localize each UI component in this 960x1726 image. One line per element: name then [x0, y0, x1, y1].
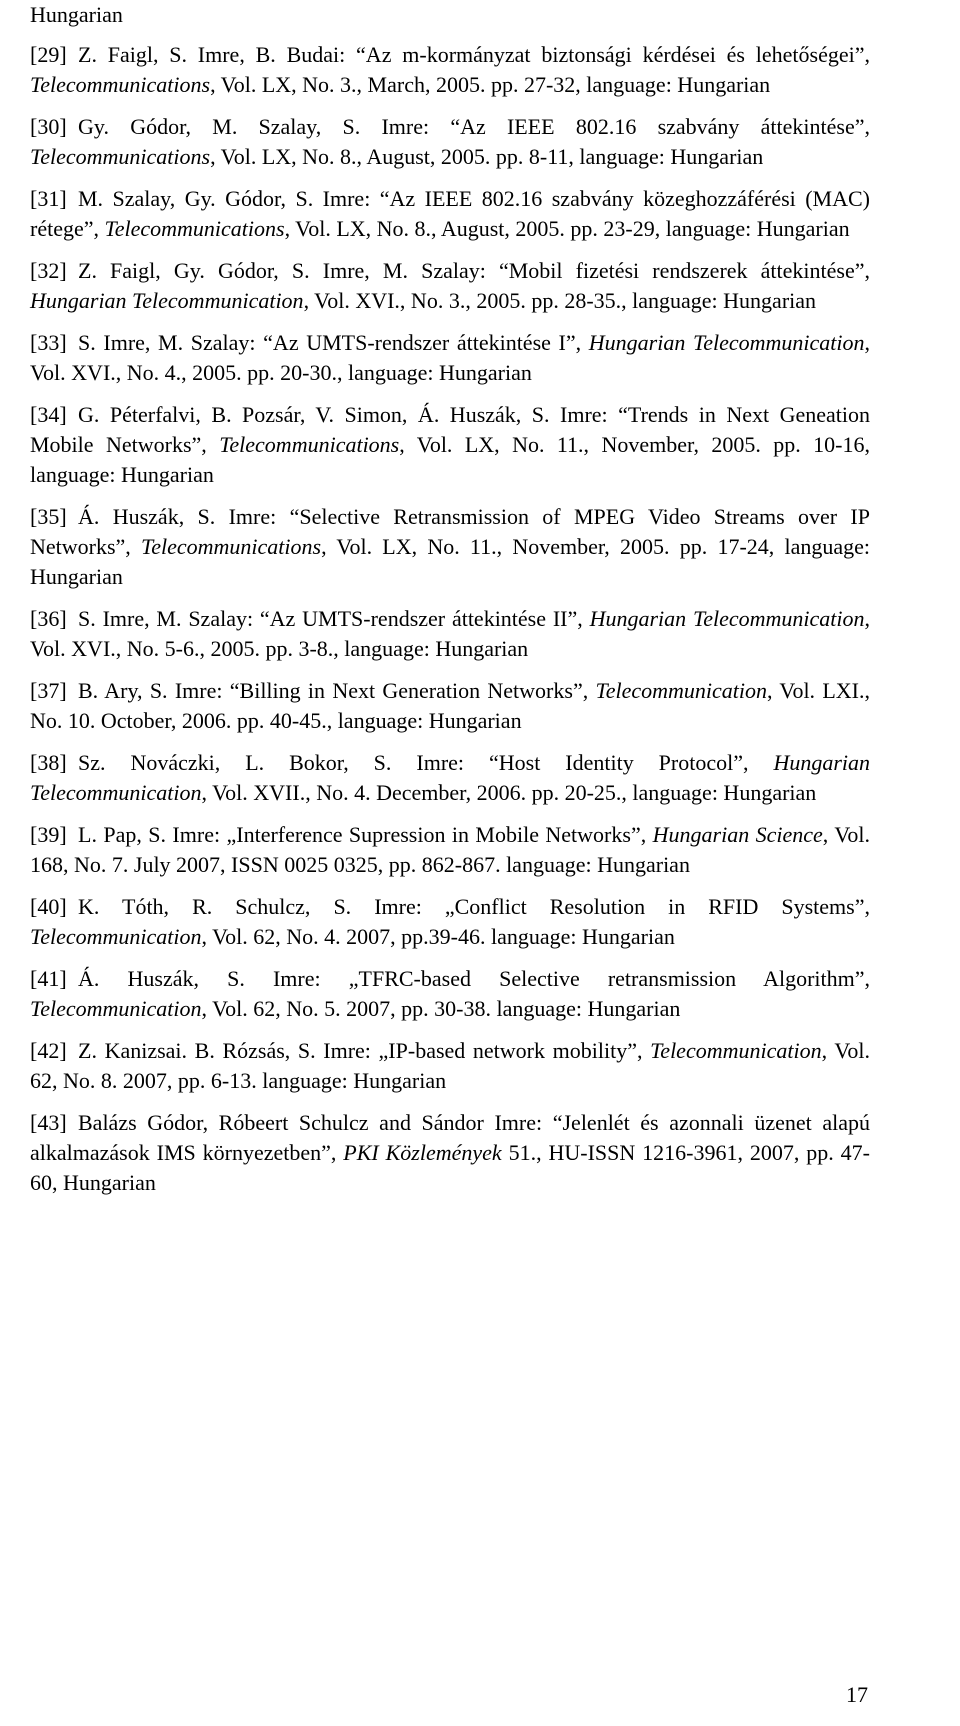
reference-item: [30, 1036, 870, 1096]
reference-item: [30, 964, 870, 1024]
reference-text: , Vol. LX, No. 8., August, 2005. pp. 23-29, language: Hungarian: [284, 216, 850, 241]
reference-source: Telecommunications: [30, 72, 211, 97]
reference-list: [30, 40, 870, 1198]
reference-text: Á. Huszák, S. Imre: „TFRC-based Selective retransmission Algorithm”,: [78, 966, 870, 991]
reference-text: Sz. Nováczki, L. Bokor, S. Imre: “Host Identity Protocol”,: [78, 750, 774, 775]
reference-number: [41]: [30, 966, 67, 991]
reference-number: [40]: [30, 894, 67, 919]
reference-text: Balázs Gódor, Róbeert Schulcz and Sándor Imre: “Jelenlét és azonnali üzenet alapú alkalmazások IMS környezetben”,: [30, 1110, 870, 1165]
reference-source: Hungarian Science: [652, 822, 823, 847]
reference-source: PKI Közlemények: [343, 1140, 502, 1165]
reference-item: [30, 184, 870, 244]
reference-text: , Vol. XVI., No. 5-6., 2005. pp. 3-8., language: Hungarian: [30, 606, 870, 661]
reference-text: , Vol. LX, No. 3., March, 2005. pp. 27-32, language: Hungarian: [210, 72, 771, 97]
reference-text: , Vol. 62, No. 5. 2007, pp. 30-38. language: Hungarian: [201, 996, 681, 1021]
reference-text: Z. Faigl, Gy. Gódor, S. Imre, M. Szalay: “Mobil fizetési rendszerek áttekintése”,: [78, 258, 870, 283]
reference-item: [30, 748, 870, 808]
reference-number: [29]: [30, 42, 67, 67]
reference-text: S. Imre, M. Szalay: “Az UMTS-rendszer áttekintése II”,: [78, 606, 590, 631]
reference-item: [30, 892, 870, 952]
document-page: [30, 0, 870, 1198]
reference-text: , Vol. 62, No. 8. 2007, pp. 6-13. language: Hungarian: [30, 1038, 870, 1093]
reference-source: Telecommunications: [219, 432, 400, 457]
reference-text: , Vol. XVI., No. 3., 2005. pp. 28-35., language: Hungarian: [303, 288, 817, 313]
reference-text: G. Péterfalvi, B. Pozsár, V. Simon, Á. Huszák, S. Imre: “Trends in Next Geneation Mobile Networks”,: [30, 402, 870, 457]
continued-reference-fragment: Hungarian: [30, 2, 123, 27]
reference-text: Z. Faigl, S. Imre, B. Budai: “Az m-kormányzat biztonsági kérdései és lehetőségei”,: [78, 42, 870, 67]
reference-text: K. Tóth, R. Schulcz, S. Imre: „Conflict Resolution in RFID Systems”,: [78, 894, 870, 919]
reference-number: [38]: [30, 750, 67, 775]
reference-text: , Vol. LXI., No. 10. October, 2006. pp. 40-45., language: Hungarian: [30, 678, 870, 733]
reference-source: Telecommunications: [141, 534, 322, 559]
reference-number: [39]: [30, 822, 67, 847]
reference-text: M. Szalay, Gy. Gódor, S. Imre: “Az IEEE 802.16 szabvány közeghozzáférési (MAC) rétege”,: [30, 186, 870, 241]
reference-item: [30, 676, 870, 736]
reference-source: Hungarian Telecommunication: [30, 288, 304, 313]
reference-source: Hungarian Telecommunication: [588, 330, 865, 355]
reference-source: Telecommunication: [30, 924, 202, 949]
reference-number: [43]: [30, 1110, 67, 1135]
reference-text: , Vol. LX, No. 11., November, 2005. pp. 17-24, language: Hungarian: [30, 534, 871, 589]
reference-number: [35]: [30, 504, 67, 529]
reference-text: Z. Kanizsai. B. Rózsás, S. Imre: „IP-based network mobility”,: [78, 1038, 651, 1063]
reference-text: B. Ary, S. Imre: “Billing in Next Generation Networks”,: [78, 678, 596, 703]
reference-text: 51., HU-ISSN 1216-3961, 2007, pp. 47-60, Hungarian: [30, 1140, 871, 1195]
reference-item: [30, 112, 870, 172]
reference-number: [42]: [30, 1038, 67, 1063]
reference-source: Telecommunication: [30, 996, 202, 1021]
reference-text: , Vol. LX, No. 8., August, 2005. pp. 8-11, language: Hungarian: [210, 144, 764, 169]
reference-number: [37]: [30, 678, 67, 703]
reference-source: Telecommunications: [104, 216, 285, 241]
reference-item: [30, 40, 870, 100]
reference-number: [36]: [30, 606, 67, 631]
reference-text: S. Imre, M. Szalay: “Az UMTS-rendszer áttekintése I”,: [78, 330, 589, 355]
reference-item: [30, 400, 870, 490]
reference-number: [31]: [30, 186, 67, 211]
reference-item: [30, 328, 870, 388]
reference-text: L. Pap, S. Imre: „Interference Supression in Mobile Networks”,: [78, 822, 653, 847]
reference-number: [30]: [30, 114, 67, 139]
page-number: 17: [846, 1682, 868, 1707]
reference-item: [30, 604, 870, 664]
reference-text: Gy. Gódor, M. Szalay, S. Imre: “Az IEEE 802.16 szabvány áttekintése”,: [78, 114, 870, 139]
reference-source: Telecommunications: [30, 144, 211, 169]
reference-source: Hungarian Telecommunication: [589, 606, 865, 631]
reference-source: Hungarian Telecommunication: [30, 750, 870, 805]
reference-source: Telecommunication: [650, 1038, 822, 1063]
reference-item: [30, 1108, 870, 1198]
reference-text: , Vol. 168, No. 7. July 2007, ISSN 0025 0325, pp. 862-867. language: Hungarian: [30, 822, 870, 877]
reference-source: Telecommunication: [595, 678, 767, 703]
reference-item: [30, 256, 870, 316]
reference-text: Á. Huszák, S. Imre: “Selective Retransmission of MPEG Video Streams over IP Networks”,: [30, 504, 870, 559]
reference-text: , Vol. 62, No. 4. 2007, pp.39-46. language: Hungarian: [201, 924, 675, 949]
reference-item: [30, 502, 870, 592]
reference-number: [33]: [30, 330, 67, 355]
reference-item: [30, 820, 870, 880]
reference-number: [32]: [30, 258, 67, 283]
reference-number: [34]: [30, 402, 67, 427]
reference-text: , Vol. LX, No. 11., November, 2005. pp. 10-16, language: Hungarian: [30, 432, 871, 487]
reference-text: , Vol. XVI., No. 4., 2005. pp. 20-30., language: Hungarian: [30, 330, 870, 385]
reference-text: , Vol. XVII., No. 4. December, 2006. pp. 20-25., language: Hungarian: [201, 780, 817, 805]
